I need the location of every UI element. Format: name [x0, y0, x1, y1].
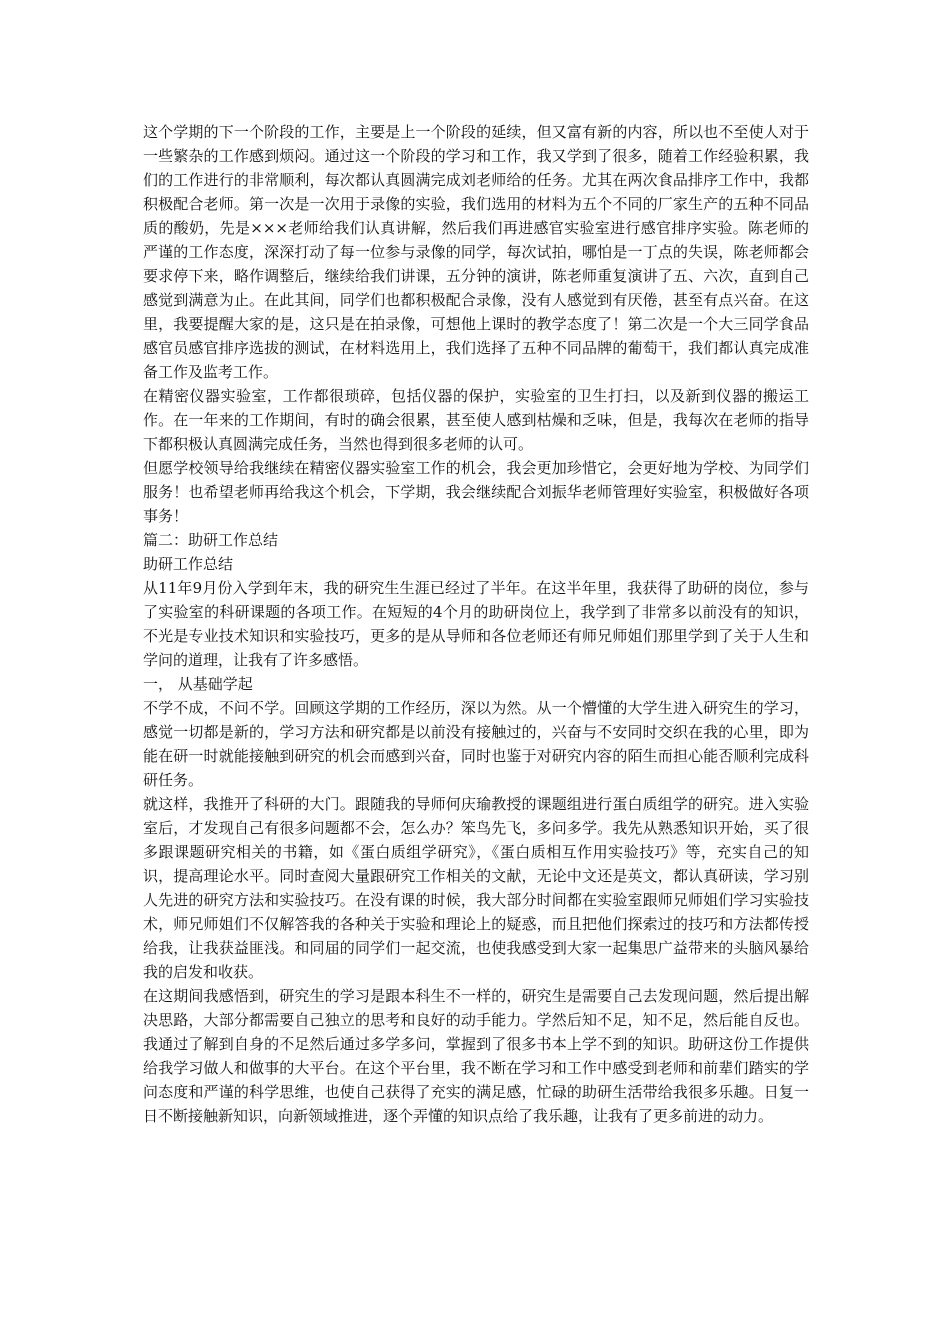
paragraph-research-intro: 从11年9月份入学到年末，我的研究生生涯已经过了半年。在这半年里，我获得了助研的岗位，参与了实验室的科研课题的各项工作。在短短的4个月的助研岗位上，我学到了非常多以前没有的知识，不光是专业技术知识和实验技巧，更多的是从导师和各位老师还有师兄师姐们那里学到了关于人生和学问的道理，让我有了许多感悟。 — [143, 579, 809, 669]
document-body — [143, 120, 809, 1128]
section-heading-part-two: 篇二：助研工作总结 — [143, 531, 279, 549]
section-title: 助研工作总结 — [143, 555, 234, 573]
paragraph-precision-lab: 在精密仪器实验室，工作都很琐碎，包括仪器的保护，实验室的卫生打扫，以及新到仪器的搬运工作。在一年来的工作期间，有时的确会很累，甚至使人感到枯燥和乏味，但是，我每次在老师的指导下都积极认真圆满完成任务，当然也得到很多老师的认可。 — [143, 387, 809, 453]
subheading-basics: 一， 从基础学起 — [143, 675, 253, 693]
paragraph-lab-work-intro: 这个学期的下一个阶段的工作，主要是上一个阶段的延续，但又富有新的内容，所以也不至使人对于一些繁杂的工作感到烦闷。通过这一个阶段的学习和工作，我又学到了很多，随着工作经验积累，我们的工作进行的非常顺利，每次都认真圆满完成刘老师给的任务。尤其在两次食品排序工作中，我都积极配合老师。第一次是一次用于录像的实验，我们选用的材料为五个不同的厂家生产的五种不同品质的酸奶，先是×××老师给我们认真讲解，然后我们再进感官实验室进行感官排序实验。陈老师的严谨的工作态度，深深打动了每一位参与录像的同学，每次试拍，哪怕是一丁点的失误，陈老师都会要求停下来，略作调整后，继续给我们讲课，五分钟的演讲，陈老师重复演讲了五、六次，直到自己感觉到满意为止。在此其间，同学们也都积极配合录像，没有人感觉到有厌倦，甚至有点兴奋。在这里，我要提醒大家的是，这只是在拍录像，可想他上课时的教学态度了！第二次是一个大三同学食品感官员感官排序选拔的测试，在材料选用上，我们选择了五种不同品牌的葡萄干，我们都认真完成准备工作及监考工作。 — [143, 123, 809, 381]
paragraph-hope: 但愿学校领导给我继续在精密仪器实验室工作的机会，我会更加珍惜它，会更好地为学校、为同学们服务！也希望老师再给我这个机会，下学期，我会继续配合刘振华老师管理好实验室，积极做好各项事务！ — [143, 459, 809, 525]
paragraph-research-door: 就这样，我推开了科研的大门。跟随我的导师何庆瑜教授的课题组进行蛋白质组学的研究。进入实验室后，才发现自己有很多问题都不会，怎么办？笨鸟先飞，多问多学。我先从熟悉知识开始，买了很多跟课题研究相关的书籍，如《蛋白质组学研究》，《蛋白质相互作用实验技巧》等，充实自己的知识，提高理论水平。同时查阅大量跟研究工作相关的文献，无论中文还是英文，都认真研读，学习别人先进的研究方法和实验技巧。在没有课的时候，我大部分时间都在实验室跟师兄师姐们学习实验技术，师兄师姐们不仅解答我的各种关于实验和理论上的疑惑，而且把他们探索过的技巧和方法都传授给我，让我获益匪浅。和同届的同学们一起交流，也使我感受到大家一起集思广益带来的头脑风暴给我的启发和收获。 — [143, 795, 809, 981]
paragraph-learning: 不学不成，不问不学。回顾这学期的工作经历，深以为然。从一个懵懂的大学生进入研究生的学习，感觉一切都是新的，学习方法和研究都是以前没有接触过的，兴奋与不安同时交织在我的心里，即为能在研一时就能接触到研究的机会而感到兴奋，同时也鉴于对研究内容的陌生而担心能否顺利完成科研任务。 — [143, 699, 809, 789]
paragraph-reflection: 在这期间我感悟到，研究生的学习是跟本科生不一样的，研究生是需要自己去发现问题，然后提出解决思路，大部分都需要自己独立的思考和良好的动手能力。学然后知不足，知不足，然后能自反也。我通过了解到自身的不足然后通过多学多问，掌握到了很多书本上学不到的知识。助研这份工作提供给我学习做人和做事的大平台。在这个平台里，我不断在学习和工作中感受到老师和前辈们踏实的学问态度和严谨的科学思维，也使自己获得了充实的满足感，忙碌的助研生活带给我很多乐趣。日复一日不断接触新知识，向新领域推进，逐个弄懂的知识点给了我乐趣，让我有了更多前进的动力。 — [143, 987, 809, 1125]
